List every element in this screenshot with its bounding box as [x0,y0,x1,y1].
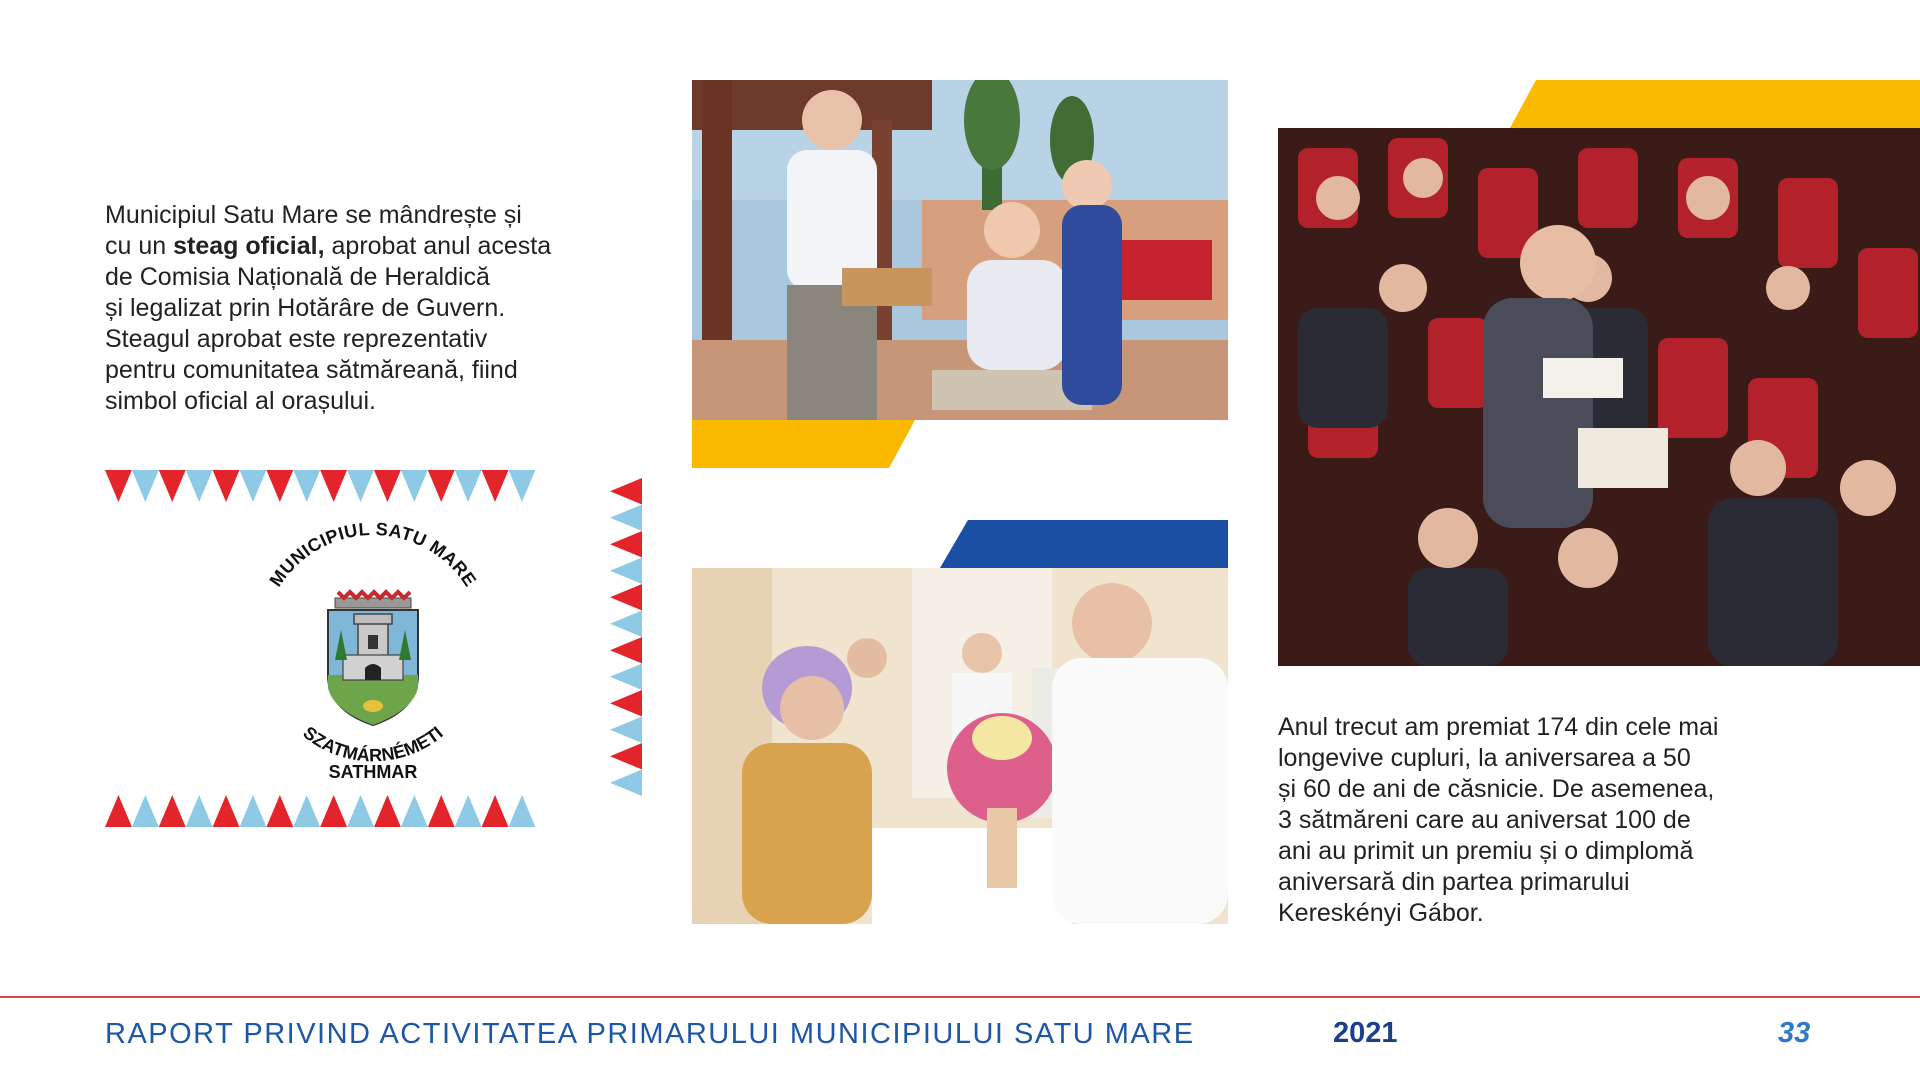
coat-of-arms-emblem [223,510,523,790]
coat-of-arms [223,510,523,790]
text-line: Steagul aprobat este reprezentativ [105,325,488,353]
flag-triangle-top [132,470,159,502]
svg-text:SZATMÁRNÉMETI [299,722,446,765]
flag-triangle-bottom [509,795,536,827]
flag-triangle-bottom [105,795,132,827]
flag-triangle-bottom [266,795,293,827]
flag-triangle-top [401,470,428,502]
flag-triangle-right [610,770,642,797]
flag-description [105,200,645,417]
text-line: aprobat anul acesta [324,232,552,260]
flag-triangle-top [105,470,132,502]
footer-divider [0,996,1920,998]
text-line: longevive cupluri, la aniversarea a 50 [1278,744,1691,772]
flag-triangle-right [610,664,642,691]
flag-triangle-top [347,470,374,502]
text-line: Anul trecut am premiat 174 din cele mai [1278,713,1719,741]
flag-triangle-top [240,470,267,502]
flag-triangle-bottom [428,795,455,827]
report-title: RAPORT PRIVIND ACTIVITATEA PRIMARULUI MUNICIPIULUI SATU MARE [105,1018,1195,1050]
text-line: simbol oficial al orașului. [105,387,376,415]
flag-triangle-top [374,470,401,502]
flag-triangle-right [610,637,642,664]
flag-triangle-bottom [374,795,401,827]
text-line: ani au primit un premiu și o dimplomă [1278,837,1694,865]
flag-triangle-bottom [482,795,509,827]
flag-triangle-top [455,470,482,502]
svg-text:MUNICIPIUL SATU MARE [266,519,481,590]
yellow-accent-bar-right [1510,80,1920,128]
flag-triangle-top [186,470,213,502]
flag-triangle-top [266,470,293,502]
blue-accent-shape [940,520,1228,568]
flag-triangle-right [610,558,642,585]
flag-triangle-top [509,470,536,502]
flag-triangle-bottom [347,795,374,827]
flag-triangle-bottom [159,795,186,827]
text-line: Municipiul Satu Mare se mândrește și [105,201,522,229]
flag-triangle-top [428,470,455,502]
blue-accent-bar [940,520,1228,568]
text-emphasis: steag oficial, [173,232,325,260]
flag-triangle-bottom [293,795,320,827]
text-line: Kereskényi Gábor. [1278,899,1484,927]
flag-triangle-bottom [132,795,159,827]
flag-triangle-top [482,470,509,502]
text-line: 3 sătmăreni care au aniversat 100 de [1278,806,1691,834]
flag-triangle-right [610,584,642,611]
flag-triangle-top [320,470,347,502]
photo-mayor-flowers-elderly-woman [692,568,1228,924]
city-flag [105,470,642,827]
flag-triangle-bottom [401,795,428,827]
yellow-accent-bar [692,420,915,468]
text-line: și legalizat prin Hotărâre de Guvern. [105,294,506,322]
text-line: de Comisia Națională de Heraldică [105,263,490,291]
flag-triangle-top [159,470,186,502]
yellow-accent-shape-right [1510,80,1920,128]
flag-triangle-top [213,470,240,502]
flag-triangle-right [610,505,642,532]
flag-triangle-bottom [186,795,213,827]
flag-bottom-text: SZATMÁRNÉMETI [299,722,447,766]
flag-triangle-right [610,717,642,744]
flag-triangle-right [610,743,642,770]
flag-triangle-bottom [455,795,482,827]
text-line: pentru comunitatea sătmăreană, fiind [105,356,518,384]
flag-triangle-bottom [213,795,240,827]
flag-triangle-right [610,531,642,558]
flag-triangle-right [610,690,642,717]
yellow-accent-shape [692,420,915,468]
photo-anniversary-ceremony [1278,128,1920,666]
flag-top-text: MUNICIPIUL SATU MARE [265,518,481,591]
flag-triangle-bottom [320,795,347,827]
text-line: cu un [105,232,174,260]
flag-triangle-bottom [240,795,267,827]
awards-description [1278,712,1898,929]
flag-triangle-right [610,611,642,638]
page-number: 33 [1778,1017,1811,1049]
report-year: 2021 [1333,1017,1398,1049]
flag-triangle-right [610,478,642,505]
flag-bottom-text-2: SATHMAR [328,762,418,782]
text-line: aniversară din partea primarului [1278,868,1630,896]
text-line: și 60 de ani de căsnicie. De asemenea, [1278,775,1715,803]
flag-triangle-top [293,470,320,502]
photo-mayor-visit-elderly-man [692,80,1228,420]
